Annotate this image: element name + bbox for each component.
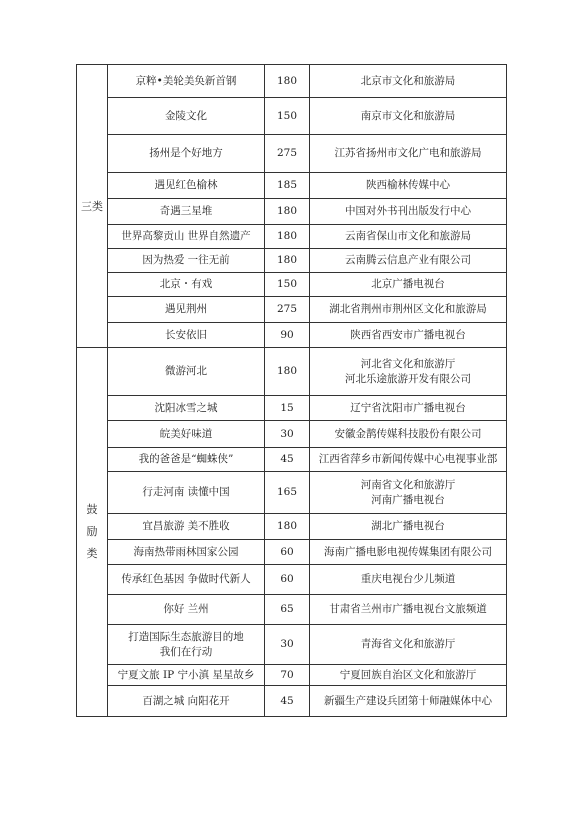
project-name-cell [108, 199, 265, 225]
project-name: 因为热爱 一往无前 [142, 254, 230, 266]
unit-cell [310, 686, 507, 717]
project-name: 我的爸爸是“蜘蛛侠” [138, 453, 234, 465]
project-name: 皖美好味道 [159, 427, 213, 440]
table-row [77, 65, 507, 98]
table-row [77, 472, 507, 514]
table-row [77, 686, 507, 717]
unit-name: 陕西省西安市广播电视台 [350, 328, 466, 341]
unit-cell [310, 348, 507, 396]
amount-cell: 15 [265, 396, 310, 421]
amount-cell: 180 [265, 65, 310, 98]
table-row [77, 273, 507, 297]
project-name: 海南热带雨林国家公园 [133, 545, 239, 558]
project-name: 奇遇三星堆 [159, 205, 213, 217]
unit-name: 甘肃省兰州市广播电视台文旅频道 [329, 603, 487, 615]
unit-cell [310, 199, 507, 225]
unit-name: 北京广播电视台 [371, 278, 445, 290]
unit-cell [310, 448, 507, 472]
amount-cell: 275 [265, 297, 310, 323]
project-name-cell [108, 297, 265, 323]
unit-name: 海南广播电影电视传媒集团有限公司 [324, 545, 492, 558]
unit-cell [310, 421, 507, 448]
amount-cell: 30 [265, 625, 310, 665]
unit-name: 湖北广播电视台 [371, 520, 445, 532]
project-name: 行走河南 读懂中国 [142, 486, 230, 498]
amount-cell: 60 [265, 540, 310, 565]
project-name: 金陵文化 [165, 109, 207, 122]
unit-cell [310, 595, 507, 625]
project-name-cell [108, 249, 265, 273]
amount-cell: 45 [265, 448, 310, 472]
table-row [77, 540, 507, 565]
project-name: 打造国际生态旅游目的地 [128, 630, 244, 643]
unit-name: 河南省文化和旅游厅 [360, 478, 456, 491]
amount-cell: 180 [265, 249, 310, 273]
table-row [77, 199, 507, 225]
table-row [77, 595, 507, 625]
project-name: 微游河北 [165, 365, 207, 377]
project-name: 沈阳冰雪之城 [154, 401, 218, 414]
project-name-cell [108, 514, 265, 540]
category-cell: 三类 [77, 65, 108, 348]
unit-name: 河北省文化和旅游厅 [360, 357, 456, 370]
table-row [77, 665, 507, 686]
project-name: 长安依旧 [165, 328, 207, 341]
project-name-cell [108, 396, 265, 421]
project-name-cell [108, 323, 265, 348]
amount-cell: 90 [265, 323, 310, 348]
category-char: 类 [86, 547, 98, 560]
amount-cell: 180 [265, 199, 310, 225]
table-row [77, 625, 507, 665]
unit-name: 河北乐途旅游开发有限公司 [345, 372, 471, 385]
project-name-cell [108, 665, 265, 686]
amount-cell: 180 [265, 348, 310, 396]
unit-name: 新疆生产建设兵团第十师融媒体中心 [324, 694, 492, 707]
unit-cell [310, 65, 507, 98]
unit-name: 辽宁省沈阳市广播电视台 [350, 401, 466, 414]
table-row [77, 249, 507, 273]
amount-cell: 185 [265, 173, 310, 199]
category-char: 鼓 [86, 503, 98, 516]
project-name: 京粹•美轮美奂新首钢 [135, 74, 237, 87]
table-row [77, 421, 507, 448]
project-name-cell [108, 448, 265, 472]
unit-name: 青海省文化和旅游厅 [360, 638, 456, 650]
project-name: 扬州是个好地方 [149, 147, 223, 159]
table-row [77, 348, 507, 396]
amount-cell: 150 [265, 273, 310, 297]
project-name-cell [108, 472, 265, 514]
project-name: 宁夏文旅 IP 宁小滇 星星故乡 [117, 668, 255, 681]
project-name-cell [108, 65, 265, 98]
unit-cell [310, 98, 507, 135]
unit-cell [310, 565, 507, 595]
project-name-cell [108, 98, 265, 135]
category-char: 励 [86, 525, 98, 538]
amount-cell: 30 [265, 421, 310, 448]
unit-name: 河南广播电视台 [371, 493, 445, 506]
amount-cell: 165 [265, 472, 310, 514]
amount-cell: 45 [265, 686, 310, 717]
project-name: 北京・有戏 [159, 278, 213, 290]
unit-cell [310, 472, 507, 514]
unit-cell [310, 173, 507, 199]
unit-cell [310, 297, 507, 323]
table-row [77, 514, 507, 540]
unit-cell [310, 323, 507, 348]
project-name-cell [108, 686, 265, 717]
unit-name: 北京市文化和旅游局 [360, 74, 456, 87]
project-name: 遇见荆州 [165, 303, 207, 315]
unit-name: 湖北省荆州市荆州区文化和旅游局 [329, 303, 487, 315]
project-name: 宜昌旅游 美不胜收 [142, 520, 230, 532]
project-name-cell [108, 540, 265, 565]
unit-name: 云南省保山市文化和旅游局 [345, 230, 471, 242]
table-row [77, 448, 507, 472]
unit-cell [310, 273, 507, 297]
project-name: 传承红色基因 争做时代新人 [121, 573, 251, 585]
unit-name: 江西省萍乡市新闻传媒中心电视事业部 [318, 453, 498, 465]
unit-cell [310, 625, 507, 665]
unit-cell [310, 514, 507, 540]
unit-name: 南京市文化和旅游局 [360, 109, 456, 122]
unit-cell [310, 135, 507, 173]
table-row [77, 225, 507, 249]
project-name-cell [108, 595, 265, 625]
table-row [77, 135, 507, 173]
unit-cell [310, 665, 507, 686]
unit-cell [310, 225, 507, 249]
project-name: 我们在行动 [159, 645, 213, 658]
unit-name: 云南腾云信息产业有限公司 [345, 254, 471, 266]
unit-name: 中国对外书刊出版发行中心 [345, 205, 471, 217]
amount-cell: 150 [265, 98, 310, 135]
table-row [77, 98, 507, 135]
project-name-cell [108, 225, 265, 249]
project-name-cell [108, 565, 265, 595]
project-name-cell [108, 625, 265, 665]
project-name-cell [108, 421, 265, 448]
amount-cell: 70 [265, 665, 310, 686]
unit-name: 重庆电视台少儿频道 [360, 573, 456, 585]
project-name: 百湖之城 向阳花开 [142, 694, 230, 707]
table-row [77, 323, 507, 348]
project-name-cell [108, 173, 265, 199]
table-row [77, 297, 507, 323]
unit-name: 陕西榆林传媒中心 [366, 179, 450, 191]
project-name: 世界高黎贡山 世界自然遗产 [121, 230, 251, 242]
project-name: 你好 兰州 [163, 603, 209, 615]
unit-name: 江苏省扬州市文化广电和旅游局 [334, 147, 482, 159]
amount-cell: 275 [265, 135, 310, 173]
project-name: 遇见红色榆林 [154, 179, 218, 191]
table-row [77, 173, 507, 199]
amount-cell: 180 [265, 225, 310, 249]
table-row [77, 565, 507, 595]
amount-cell: 60 [265, 565, 310, 595]
unit-name: 宁夏回族自治区文化和旅游厅 [339, 668, 477, 681]
unit-cell [310, 396, 507, 421]
project-name-cell [108, 135, 265, 173]
unit-cell [310, 540, 507, 565]
amount-cell: 65 [265, 595, 310, 625]
project-name-cell [108, 348, 265, 396]
amount-cell: 180 [265, 514, 310, 540]
project-name-cell [108, 273, 265, 297]
category-cell [77, 348, 108, 717]
table-body [77, 65, 507, 717]
unit-cell [310, 249, 507, 273]
unit-name: 安徽金鹊传媒科技股份有限公司 [334, 427, 482, 440]
award-table [76, 64, 507, 717]
table-row [77, 396, 507, 421]
